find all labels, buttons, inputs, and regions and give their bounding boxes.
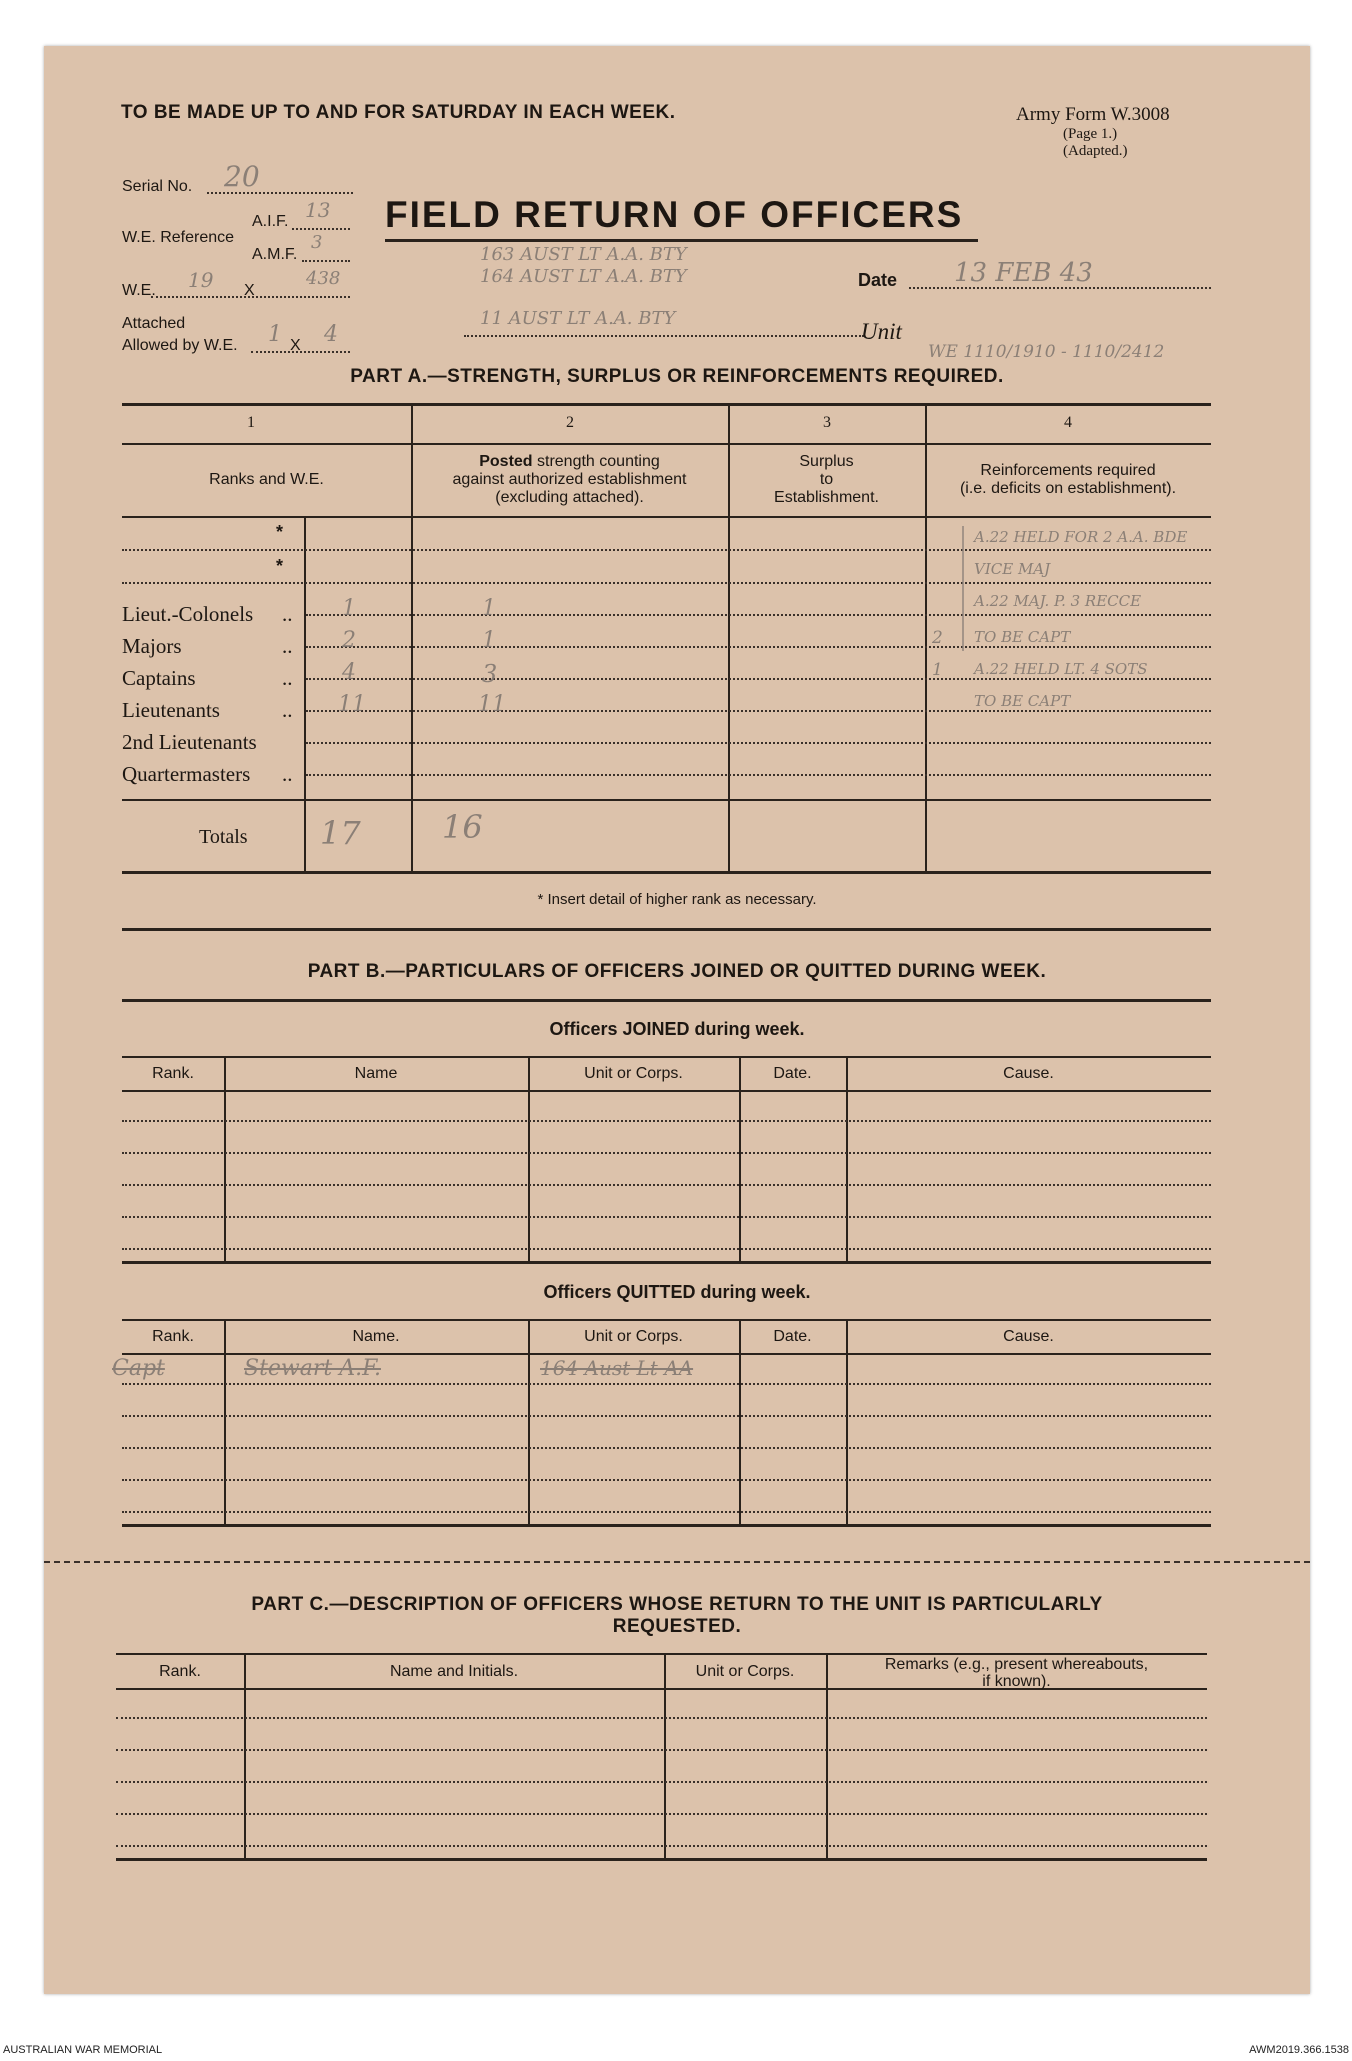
we-lieutenants: 11 [338, 692, 366, 717]
reinforcement-bracket [962, 526, 964, 651]
reinf-note-1: A.22 HELD FOR 2 A.A. BDE [974, 528, 1188, 546]
posted-lt-col: 1 [482, 596, 496, 621]
part-a-totals-rule [122, 799, 1211, 801]
title-underline [385, 239, 978, 242]
part-a-header-rule [122, 516, 1211, 518]
joined-col-divider [224, 1056, 226, 1261]
we-x: X [244, 282, 255, 299]
rank-captains: Captains [122, 666, 196, 690]
amf-value: 3 [311, 232, 323, 253]
quitted-row-line [122, 1511, 1211, 1513]
we-majors: 2 [342, 628, 356, 653]
quitted-row-line [122, 1415, 1211, 1417]
posted-captains: 3 [482, 660, 498, 688]
col-header-posted [411, 453, 728, 471]
joined-header-name: Name [354, 1065, 398, 1082]
part-a-number-rule [122, 443, 1211, 445]
posted-rest: strength counting [532, 453, 660, 470]
col-header-surplus-line-3: Establishment. [774, 489, 879, 506]
part-c-col-divider [664, 1653, 666, 1858]
part-c-header-name: Name and Initials. [389, 1663, 519, 1680]
unit-reference: WE 1110/1910 - 1110/2412 [928, 342, 1165, 362]
joined-header-rule [122, 1090, 1211, 1092]
joined-row-line [122, 1152, 1211, 1154]
date-label: Date [858, 270, 898, 290]
we-value-2: 438 [306, 268, 341, 289]
form-number: Army Form W.3008 [1016, 104, 1170, 125]
col-number-3: 3 [823, 414, 831, 431]
part-c-top-rule [116, 1653, 1207, 1655]
col-header-posted-line-3: (excluding attached). [495, 489, 644, 506]
footer-right: AWM2019.366.1538 [1249, 2044, 1349, 2056]
reinf-note-6: TO BE CAPT [974, 692, 1071, 710]
joined-bottom-rule [122, 1261, 1211, 1264]
rank-dots: .. [282, 634, 293, 658]
we-value: 19 [188, 268, 214, 292]
part-b-title-rule [122, 999, 1211, 1002]
joined-header-cause: Cause. [1003, 1065, 1054, 1082]
part-a-row-line [306, 742, 1211, 744]
col-number-2: 2 [566, 414, 574, 431]
joined-header-rank: Rank. [152, 1065, 194, 1082]
aif-value: 13 [305, 198, 331, 222]
part-a-row-line [306, 774, 1211, 776]
joined-top-rule [122, 1056, 1211, 1058]
quitted-col-divider [528, 1319, 530, 1524]
part-a-we-divider [304, 517, 306, 871]
serial-label: Serial No. [122, 178, 193, 195]
rank-dots: .. [282, 602, 293, 626]
part-a-row-line [122, 582, 1211, 584]
col-header-reinforcements-line-1: Reinforcements required [980, 462, 1156, 479]
quitted-bottom-rule [122, 1524, 1211, 1527]
quitted-col-divider [739, 1319, 741, 1524]
footer-left: AUSTRALIAN WAR MEMORIAL [3, 2044, 163, 2056]
part-a-row-line [306, 646, 1211, 648]
part-a-row-line [306, 678, 1211, 680]
col-number-4: 4 [1064, 414, 1072, 431]
part-c-header-remarks-line-1: Remarks (e.g., present whereabouts, [884, 1656, 1149, 1673]
rank-dots: .. [282, 698, 293, 722]
date-value: 13 FEB 43 [954, 258, 1093, 288]
form-title: FIELD RETURN OF OFFICERS [385, 194, 964, 235]
part-a-footnote-rule [122, 928, 1211, 931]
quitted-top-rule [122, 1319, 1211, 1321]
joined-title: Officers JOINED during week. [549, 1019, 805, 1039]
allowed-value-2: 4 [324, 322, 338, 347]
quitted-col-divider [224, 1319, 226, 1524]
we-lt-col: 1 [342, 596, 356, 621]
part-c-title-line-1: PART C.—DESCRIPTION OF OFFICERS WHOSE RETURN TO THE UNIT IS PARTICULARLY [251, 1594, 1103, 1615]
joined-header-unit: Unit or Corps. [584, 1065, 683, 1082]
part-c-header-remarks-line-2: if known). [982, 1673, 1051, 1690]
joined-col-divider [846, 1056, 848, 1261]
posted-bold: Posted [479, 453, 533, 470]
quitted-row-line [122, 1479, 1211, 1481]
part-c-title-line-2: REQUESTED. [612, 1616, 742, 1637]
star-marker-1: * [276, 522, 284, 542]
col-header-reinforcements-line-2: (i.e. deficits on establishment). [959, 480, 1177, 497]
rank-quartermasters: Quartermasters [122, 762, 251, 786]
posted-lieutenants: 11 [478, 692, 506, 717]
we-label: W.E. [122, 282, 156, 299]
part-c-header-unit: Unit or Corps. [695, 1663, 795, 1680]
total-posted: 16 [442, 808, 483, 846]
form-sheet [44, 46, 1310, 1994]
quitted-header-date: Date. [773, 1328, 812, 1345]
joined-row-line [122, 1120, 1211, 1122]
unit-line-3: 11 AUST LT A.A. BTY [480, 308, 676, 329]
part-a-row-line [306, 710, 1211, 712]
part-a-top-rule [122, 403, 1211, 406]
unit-line-1: 163 AUST LT A.A. BTY [480, 244, 687, 265]
part-c-row-line [116, 1781, 1207, 1783]
col-number-1: 1 [247, 414, 255, 431]
quitted-header-name: Name. [352, 1328, 400, 1345]
quitted-unit-struck: 164 Aust Lt AA [540, 1356, 694, 1380]
rank-lieut-colonels: Lieut.-Colonels [122, 602, 254, 626]
quitted-name-struck: Stewart A.F. [244, 1356, 381, 1381]
joined-col-divider [739, 1056, 741, 1261]
aif-field[interactable] [292, 228, 350, 230]
perforation-line [44, 1561, 1310, 1563]
quitted-title: Officers QUITTED during week. [543, 1282, 811, 1302]
star-marker-2: * [276, 556, 284, 576]
joined-header-date: Date. [773, 1065, 812, 1082]
serial-value: 20 [224, 160, 260, 193]
quitted-header-cause: Cause. [1003, 1328, 1054, 1345]
rank-dots: .. [282, 762, 293, 786]
reinf-note-2: VICE MAJ [974, 560, 1051, 578]
col-header-surplus-line-1: Surplus [799, 453, 854, 470]
quitted-header-unit: Unit or Corps. [584, 1328, 683, 1345]
unit-label: Unit [861, 319, 902, 344]
reinf-num-5: 1 [932, 660, 943, 680]
reinf-num-4: 2 [932, 628, 943, 648]
allowed-by-we-label: Allowed by W.E. [122, 337, 238, 354]
rank-2nd-lieutenants: 2nd Lieutenants [122, 730, 257, 754]
part-c-row-line [116, 1717, 1207, 1719]
part-c-header-rank: Rank. [159, 1663, 201, 1680]
rank-dots: .. [282, 666, 293, 690]
joined-col-divider [528, 1056, 530, 1261]
part-a-row-line [306, 614, 1211, 616]
quitted-header-rule [122, 1353, 1211, 1355]
reinf-note-4: TO BE CAPT [974, 628, 1071, 646]
joined-row-line [122, 1184, 1211, 1186]
part-a-row-line [122, 549, 1211, 551]
quitted-header-rank: Rank. [152, 1328, 194, 1345]
quitted-row-line [122, 1383, 1211, 1385]
part-a-footnote: * Insert detail of higher rank as necessary. [537, 891, 817, 908]
col-header-surplus-line-2: to [819, 471, 834, 488]
quitted-rank-struck: Capt [112, 1356, 165, 1381]
aif-label: A.I.F. [252, 213, 289, 230]
col-header-ranks: Ranks and W.E. [209, 471, 324, 488]
form-adapted: (Adapted.) [1063, 143, 1128, 159]
part-a-title: PART A.—STRENGTH, SURPLUS OR REINFORCEMENTS REQUIRED. [350, 366, 1004, 387]
col-header-posted-line-2: against authorized establishment [452, 471, 687, 488]
form-page: (Page 1.) [1063, 126, 1118, 142]
unit-field[interactable] [464, 335, 864, 337]
amf-field[interactable] [302, 260, 350, 262]
part-c-row-line [116, 1813, 1207, 1815]
part-b-title: PART B.—PARTICULARS OF OFFICERS JOINED OR QUITTED DURING WEEK. [307, 961, 1047, 982]
joined-row-line [122, 1248, 1211, 1250]
allowed-x: X [290, 337, 301, 354]
attached-label: Attached [122, 315, 186, 332]
total-we: 17 [320, 814, 361, 852]
totals-label: Totals [199, 826, 248, 848]
quitted-col-divider [846, 1319, 848, 1524]
part-c-col-divider [244, 1653, 246, 1858]
we-captains: 4 [342, 660, 356, 685]
posted-majors: 1 [482, 628, 496, 653]
reinf-note-5: A.22 HELD LT. 4 SOTS [974, 660, 1148, 678]
joined-row-line [122, 1216, 1211, 1218]
part-c-row-line [116, 1749, 1207, 1751]
reinf-note-3: A.22 MAJ. P. 3 RECCE [974, 592, 1142, 610]
allowed-value: 1 [268, 322, 282, 347]
rank-lieutenants: Lieutenants [122, 698, 220, 722]
amf-label: A.M.F. [252, 246, 298, 263]
part-c-row-line [116, 1845, 1207, 1847]
top-note: TO BE MADE UP TO AND FOR SATURDAY IN EACH WEEK. [121, 102, 676, 123]
part-c-bottom-rule [116, 1858, 1207, 1861]
part-a-bottom-rule [122, 871, 1211, 874]
quitted-row-line [122, 1447, 1211, 1449]
we-reference-label: W.E. Reference [122, 229, 235, 246]
unit-line-2: 164 AUST LT A.A. BTY [480, 266, 687, 287]
rank-majors: Majors [122, 634, 182, 658]
